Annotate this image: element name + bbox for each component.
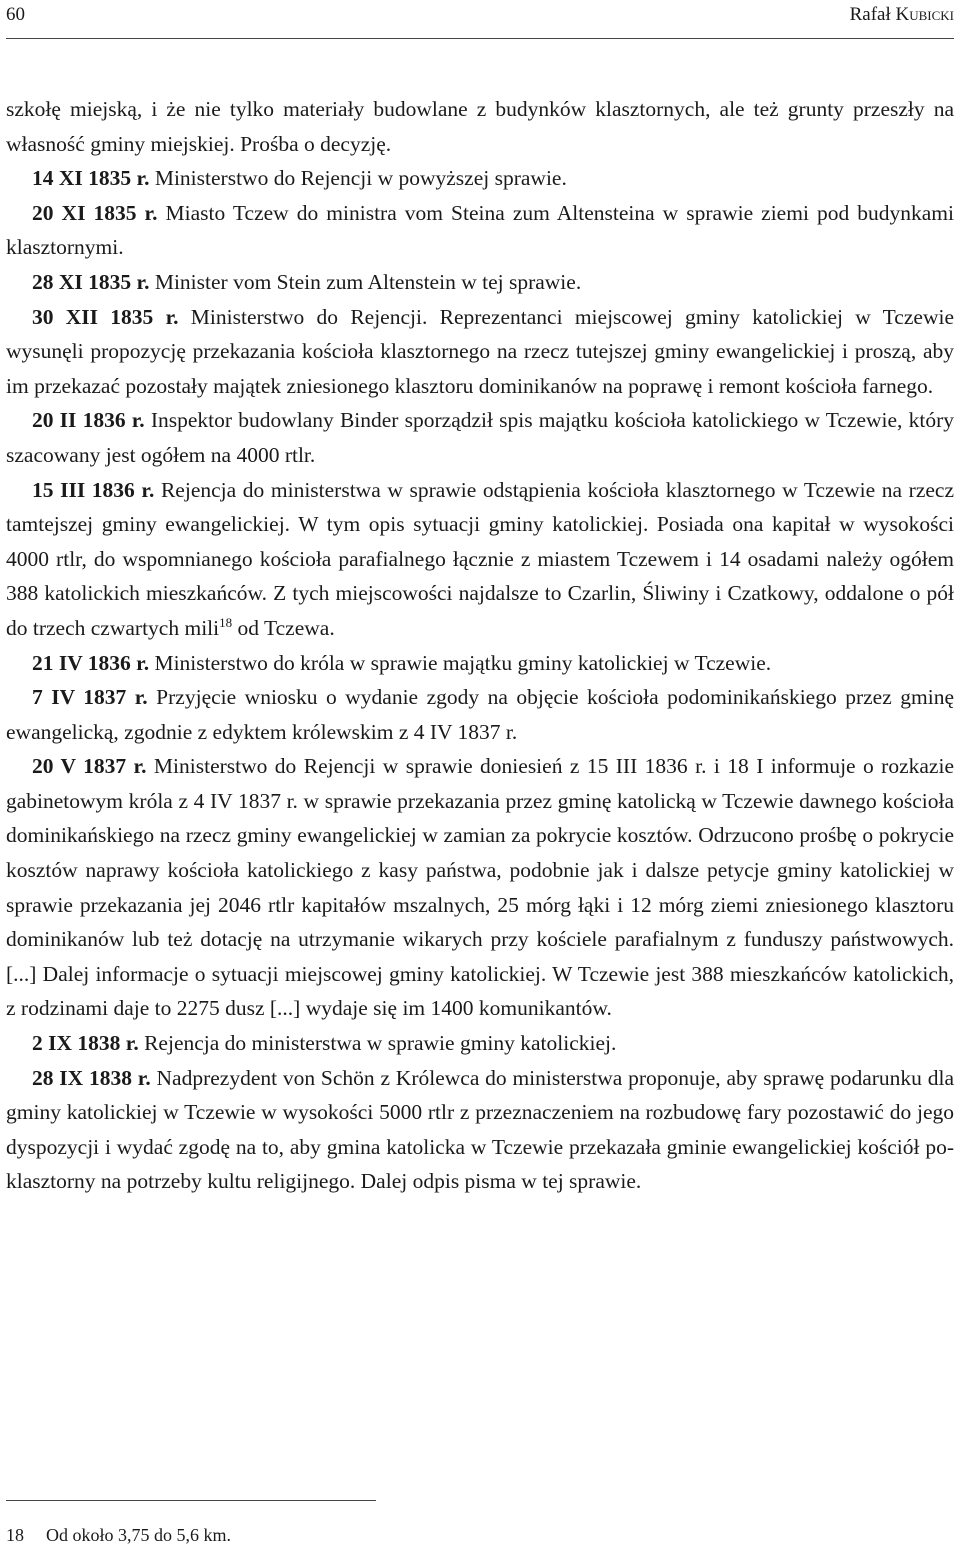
entry-date: 30 XII 1835 r. (32, 304, 179, 329)
entry-date: 20 V 1837 r. (32, 754, 147, 779)
paragraph-text-end: od Tczewa. (232, 615, 335, 640)
paragraph-text: szkołę miejską, i że nie tylko materiały budowlane z budynków klasztornych, ale też grunty przeszły na własność gminy miejskiej. Prośba o decyzję. (6, 97, 954, 156)
paragraph-text: Ministerstwo do Rejencji w sprawie doniesień z 15 III 1836 r. i 18 I informuje o rozkazie gabinetowym króla z 4 IV 1837 r. w sprawie przekazania przez gminę katolicką w Tczewie dawnego kościoła dominikańskiego na rzecz gminy ewangelickiej w zamian za pokrycie kosztów. Odrzucono prośbę o pokrycie kosztów naprawy kościoła katolickiego z kasy państwa, podobnie jak i dalsze petycje gminy katolickiej w sprawie przekazania jej 2046 rtlr kapitałów mszalnych, 25 mórg łąki i 12 mórg ziemi zniesionego klasztoru dominikanów lub też dotację na utrzymanie wikarych przy kościele parafialnym z funduszy państwowych. [...] Dalej informacje o sytuacji miejscowej gminy katolickiej. W Tczewie jest 388 mieszkańców katolickich, z rodzinami daje to 2275 dusz [...] wydaje się im 1400 komunikantów. (6, 754, 954, 1021)
paragraph (6, 1026, 954, 1061)
paragraph-text: Nadprezydent von Schön z Królewca do ministerstwa proponuje, aby sprawę podarunku dla gminy katolickiej w Tczewie w wysokości 5000 rtlr z przeznaczeniem na rozbudowę fary pozostawić do jego dyspozycji i wydać zgodę na to, aby gmina katolicka w Tczewie przekazała gminie ewangelickiej kościół poklasztorny na potrzeby kultu religijnego. Dalej odpis pisma w tej sprawie. (6, 1065, 954, 1194)
entry-date: 14 XI 1835 r. (32, 166, 150, 191)
page-number: 60 (6, 4, 25, 25)
paragraph (6, 196, 954, 265)
paragraph-text: Przyjęcie wniosku o wydanie zgody na objęcie kościoła podominikańskiego przez gminę ewangelicką, zgodnie z edyktem królewskim z 4 IV 1837 r. (6, 685, 954, 744)
paragraph-text: Ministerstwo do Rejencji w powyższej sprawie. (149, 166, 567, 191)
paragraph-text: Rejencja do ministerstwa w sprawie gminy katolickiej. (138, 1031, 617, 1056)
paragraph-text: Minister vom Stein zum Altenstein w tej sprawie. (149, 269, 582, 294)
author-last-name: Kubicki (895, 4, 954, 25)
paragraph-text: Rejencja do ministerstwa w sprawie odstąpienia kościoła klasztornego w Tczewie na rzecz tamtejszej gminy ewangelickiej. W tym opis sytuacji gminy katolickiej. Posiada ona kapitał w wysokości 4000 rtlr, do wspomnianego kościoła parafialnego łącznie z miastem Tczewem i 14 osadami należy ogółem 388 katolickich mieszkańców. Z tych miejscowości najdalsze to Czarlin, Śliwiny i Czatkowy, oddalone o pół do trzech czwartych mili (6, 477, 955, 640)
author-first-name: Rafał (849, 4, 891, 25)
paragraph-text: Inspektor budowlany Binder sporządził spis majątku kościoła katolickiego w Tczewie, który szacowany jest ogółem na 4000 rtlr. (6, 408, 954, 467)
entry-date: 28 XI 1835 r. (32, 269, 150, 294)
running-header (6, 0, 954, 39)
entry-date: 20 XI 1835 r. (32, 200, 158, 225)
footnote-ref[interactable]: 18 (219, 614, 233, 630)
paragraph (6, 403, 954, 472)
paragraph (6, 300, 954, 404)
paragraph (6, 161, 954, 196)
paragraph-text: Ministerstwo do króla w sprawie majątku gminy katolickiej w Tczewie. (149, 650, 772, 675)
footnote (6, 1524, 231, 1546)
footnote-text: Od około 3,75 do 5,6 km. (46, 1525, 232, 1545)
paragraph-text: Miasto Tczew do ministra vom Steina zum Altensteina w sprawie ziemi pod budynkami klasztornymi. (6, 200, 954, 260)
entry-date: 20 II 1836 r. (32, 408, 145, 433)
paragraph (6, 473, 954, 646)
paragraph (6, 92, 954, 161)
footnote-divider (6, 1500, 376, 1501)
paragraph (6, 1061, 954, 1199)
paragraph (6, 749, 954, 1026)
entry-date: 7 IV 1837 r. (32, 685, 148, 710)
entry-date: 28 IX 1838 r. (32, 1065, 151, 1090)
entry-date: 2 IX 1838 r. (32, 1031, 139, 1056)
paragraph (6, 265, 954, 300)
running-author (850, 4, 954, 26)
paragraph (6, 680, 954, 749)
paragraph-text: Ministerstwo do Rejencji. Reprezentanci miejscowej gminy katolickiej w Tczewie wysunęli propozycję przekazania kościoła klasztornego na rzecz tutejszej gminy ewangelickiej i proszą, aby im przekazać pozostały majątek zniesionego klasztoru dominikanów na poprawę i remont kościoła farnego. (6, 304, 954, 398)
footnote-number: 18 (6, 1525, 24, 1545)
entry-date: 15 III 1836 r. (32, 477, 155, 502)
paragraph (6, 646, 954, 681)
main-text (6, 92, 954, 1199)
entry-date: 21 IV 1836 r. (32, 650, 150, 675)
